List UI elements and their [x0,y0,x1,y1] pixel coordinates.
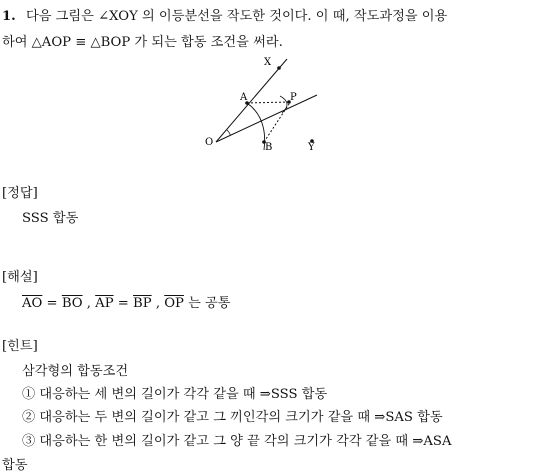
hint-title: 삼각형의 합동조건 [22,364,129,379]
hint-item-1: ① 대응하는 세 변의 길이가 각각 같을 때 ⇒SSS 합동 [22,387,328,402]
ray-ox [216,59,287,142]
segment-op: $\overline{OP}$ [164,296,184,311]
label-a: A [240,92,248,103]
segment-ao: $\overline{AO}$ [22,296,43,311]
separator-1: , [86,296,91,311]
explanation-tail: 는 공통 [188,296,231,311]
problem-number: 1. [2,9,16,24]
label-b: B [265,142,273,153]
explanation-line [22,292,231,311]
label-x: X [264,57,272,68]
label-p: P [290,92,297,103]
point-x [277,66,281,70]
problem-text-2: 하여 △AOP ≡ △BOP 가 되는 합동 조건을 써라. [2,35,283,50]
segment-bp-text: $\overline{BP}$ [133,296,152,311]
hint-item-3: ③ 대응하는 한 변의 길이가 같고 그 양 끝 각의 크기가 각각 같을 때 ⇒ASA [22,434,452,449]
hint-item-3-cont: 합동 [2,458,28,473]
hint-header: [힌트] [2,339,38,354]
segment-ap [247,102,289,103]
problem-text-1: 다음 그림은 ∠XOY 의 이등분선을 작도한 것이다. 이 때, 작도과정을 이용 [25,9,448,24]
hint-item-2: ② 대응하는 두 변의 길이가 같고 그 끼인각의 크기가 같을 때 ⇒SAS 합동 [22,410,443,425]
equals-1: = [46,296,58,311]
ray-op [216,95,317,142]
explanation-header: [해설] [2,270,38,285]
segment-bo: $\overline{BO}$ [61,296,83,311]
answer-header: [정답] [2,186,38,201]
label-y: Y [308,142,315,153]
equals-2: = [117,296,129,311]
label-o: O [205,137,214,148]
separator-2: , [155,296,161,311]
answer-text: SSS 합동 [22,211,79,226]
segment-ap-text: $\overline{AP}$ [95,296,114,311]
